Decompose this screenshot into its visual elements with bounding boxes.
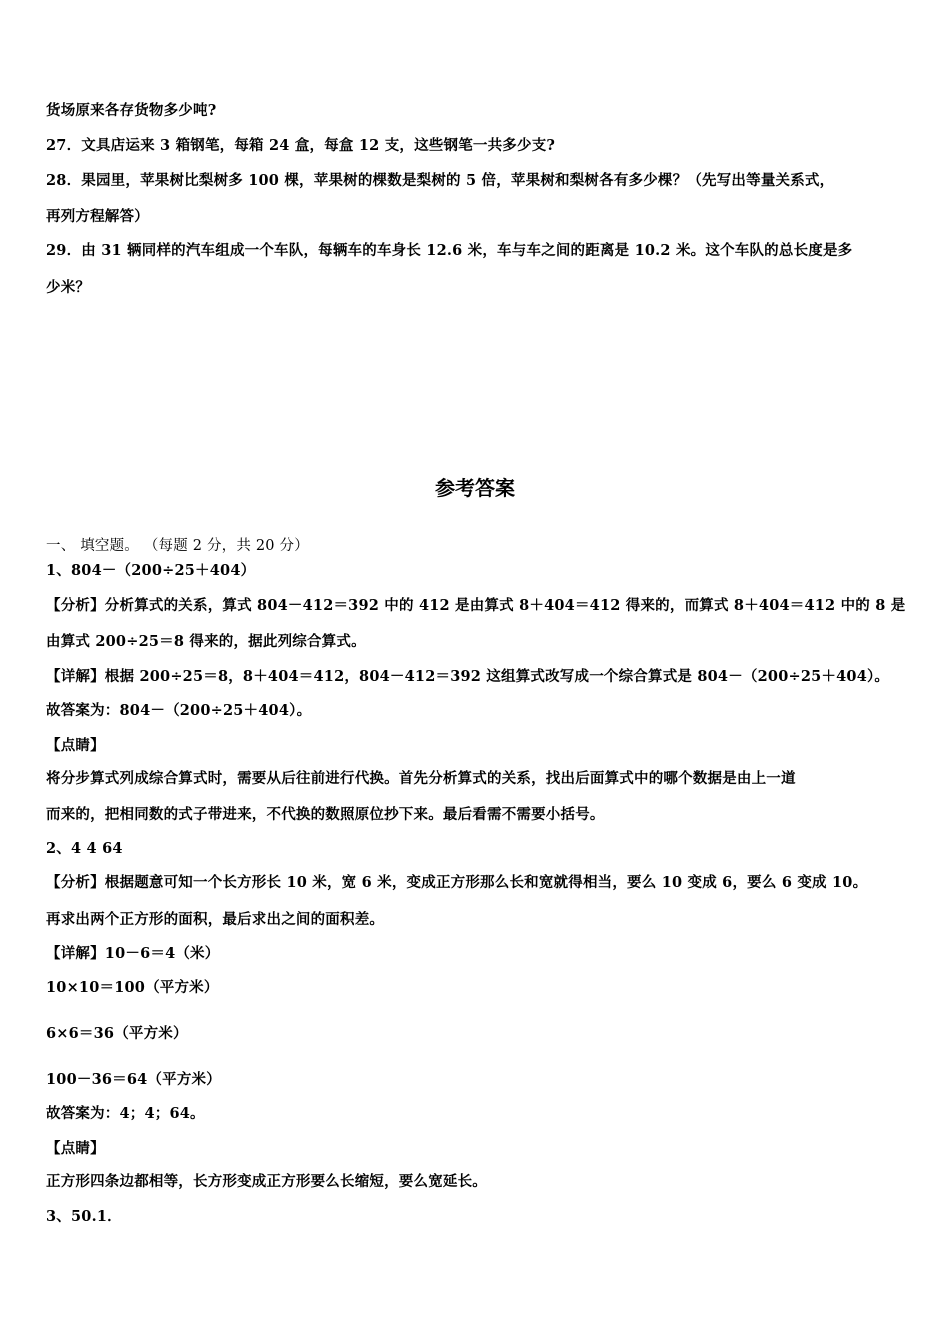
answer-2-conclusion: 故答案为：4；4；64。	[46, 1105, 205, 1122]
answer-2-analysis-line-2: 再求出两个正方形的面积，最后求出之间的面积差。	[46, 911, 385, 928]
answer-1-note-line-1: 将分步算式列成综合算式时，需要从后往前进行代换。首先分析算式的关系，找出后面算式中的哪个数据是由上一道	[46, 770, 796, 787]
answer-3-head: 3、50.1．	[46, 1208, 122, 1225]
answer-2-calc-1: 10×10＝100（平方米）	[46, 979, 219, 996]
answer-2-calc-2: 6×6＝36（平方米）	[46, 1025, 188, 1042]
answer-key-title: 参考答案	[435, 476, 515, 500]
answer-1-analysis-line-1: 【分析】分析算式的关系，算式 804－412＝392 中的 412 是由算式 8＋404＝412 得来的，而算式 8＋404＝412 中的 8 是	[46, 597, 906, 614]
answer-2-calc-3: 100－36＝64（平方米）	[46, 1071, 221, 1088]
answer-2-head: 2、4 4 64	[46, 840, 123, 857]
question-26-continuation: 货场原来各存货物多少吨?	[46, 102, 217, 119]
question-29-line-1: 29．由 31 辆同样的汽车组成一个车队，每辆车的车身长 12.6 米，车与车之间的距离是 10.2 米。这个车队的总长度是多	[46, 242, 853, 259]
question-28-line-2: 再列方程解答）	[46, 208, 149, 225]
answer-1-analysis-line-2: 由算式 200÷25＝8 得来的，据此列综合算式。	[46, 633, 366, 650]
question-27: 27．文具店运来 3 箱钢笔，每箱 24 盒，每盒 12 支，这些钢笔一共多少支?	[46, 137, 556, 154]
answer-2-note: 正方形四条边都相等，长方形变成正方形要么长缩短，要么宽延长。	[46, 1173, 487, 1190]
answer-1-detail: 【详解】根据 200÷25＝8，8＋404＝412，804－412＝392 这组算式改写成一个综合算式是 804－（200÷25＋404）。	[46, 668, 890, 685]
answer-2-analysis-line-1: 【分析】根据题意可知一个长方形长 10 米，宽 6 米，变成正方形那么长和宽就得相当，要么 10 变成 6，要么 6 变成 10。	[46, 874, 868, 891]
answer-1-note-line-2: 而来的，把相同数的式子带进来，不代换的数照原位抄下来。最后看需不需要小括号。	[46, 806, 605, 823]
question-29-line-2: 少米？	[46, 279, 91, 296]
answer-1-note-label: 【点睛】	[46, 737, 105, 754]
answer-1-head: 1、804－（200÷25＋404）	[46, 562, 256, 579]
question-28-line-1: 28．果园里，苹果树比梨树多 100 棵，苹果树的棵数是梨树的 5 倍，苹果树和梨树各有多少棵？（先写出等量关系式，	[46, 172, 835, 189]
section-heading: 一、 填空题。 （每题 2 分，共 20 分）	[46, 538, 309, 554]
answer-1-conclusion: 故答案为：804－（200÷25＋404）。	[46, 702, 312, 719]
answer-2-detail: 【详解】10－6＝4（米）	[46, 945, 220, 962]
answer-2-note-label: 【点睛】	[46, 1140, 105, 1157]
